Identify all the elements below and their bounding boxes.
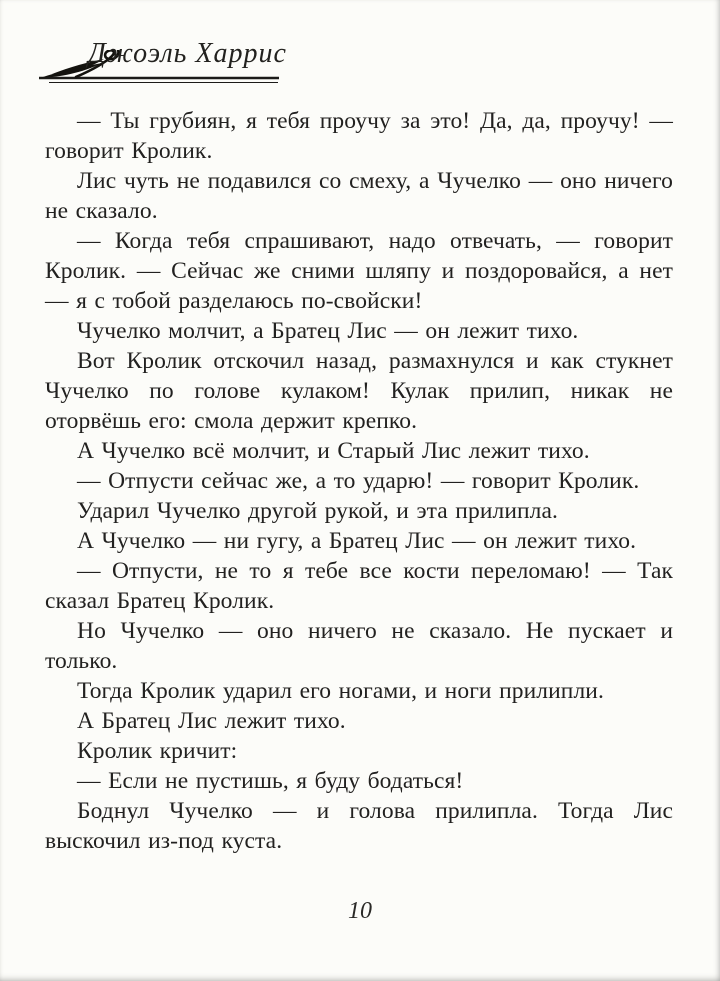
running-header [36, 38, 336, 90]
paragraph: Вот Кролик отскочил назад, размахнулся и как стукнет Чучелко по голове кулаком! Кулак прилип, никак не оторвёшь его: смола держит крепко. [45, 348, 673, 434]
paragraph: Лис чуть не подавился со смеху, а Чучелко — оно ничего не сказало. [45, 168, 673, 224]
paragraph: А Чучелко всё молчит, и Старый Лис лежит тихо. [77, 438, 590, 464]
paragraph: Кролик кричит: [77, 738, 238, 764]
paragraph: Но Чучелко — оно ничего не сказало. Не пускает и только. [45, 618, 673, 674]
author-name: Джоэль Харрис [88, 38, 287, 69]
paragraph: А Чучелко — ни гугу, а Братец Лис — он лежит тихо. [77, 528, 637, 554]
paragraph: — Отпусти, не то я тебе все кости переломаю! — Так сказал Братец Кролик. [45, 558, 673, 614]
paragraph: — Если не пустишь, я буду бодаться! [77, 768, 464, 794]
paragraph: А Братец Лис лежит тихо. [77, 708, 346, 734]
paragraph: — Когда тебя спрашивают, надо отвечать, — говорит Кролик. — Сейчас же сними шляпу и поздоровайся, а нет — я с тобой разделаюсь по-свойски! [45, 228, 673, 314]
paragraph: Боднул Чучелко — и голова прилипла. Тогда Лис выскочил из-под куста. [45, 798, 673, 854]
paragraph: — Отпусти сейчас же, а то ударю! — говорит Кролик. [77, 468, 640, 494]
paragraph: Ударил Чучелко другой рукой, и эта прилипла. [77, 498, 559, 524]
story-text [45, 106, 673, 856]
page-number: 10 [348, 898, 372, 924]
paragraph: — Ты грубиян, я тебя проучу за это! Да, да, проучу! — говорит Кролик. [45, 108, 673, 164]
paragraph: Тогда Кролик ударил его ногами, и ноги прилипли. [77, 678, 604, 704]
paragraph: Чучелко молчит, а Братец Лис — он лежит тихо. [77, 318, 579, 344]
